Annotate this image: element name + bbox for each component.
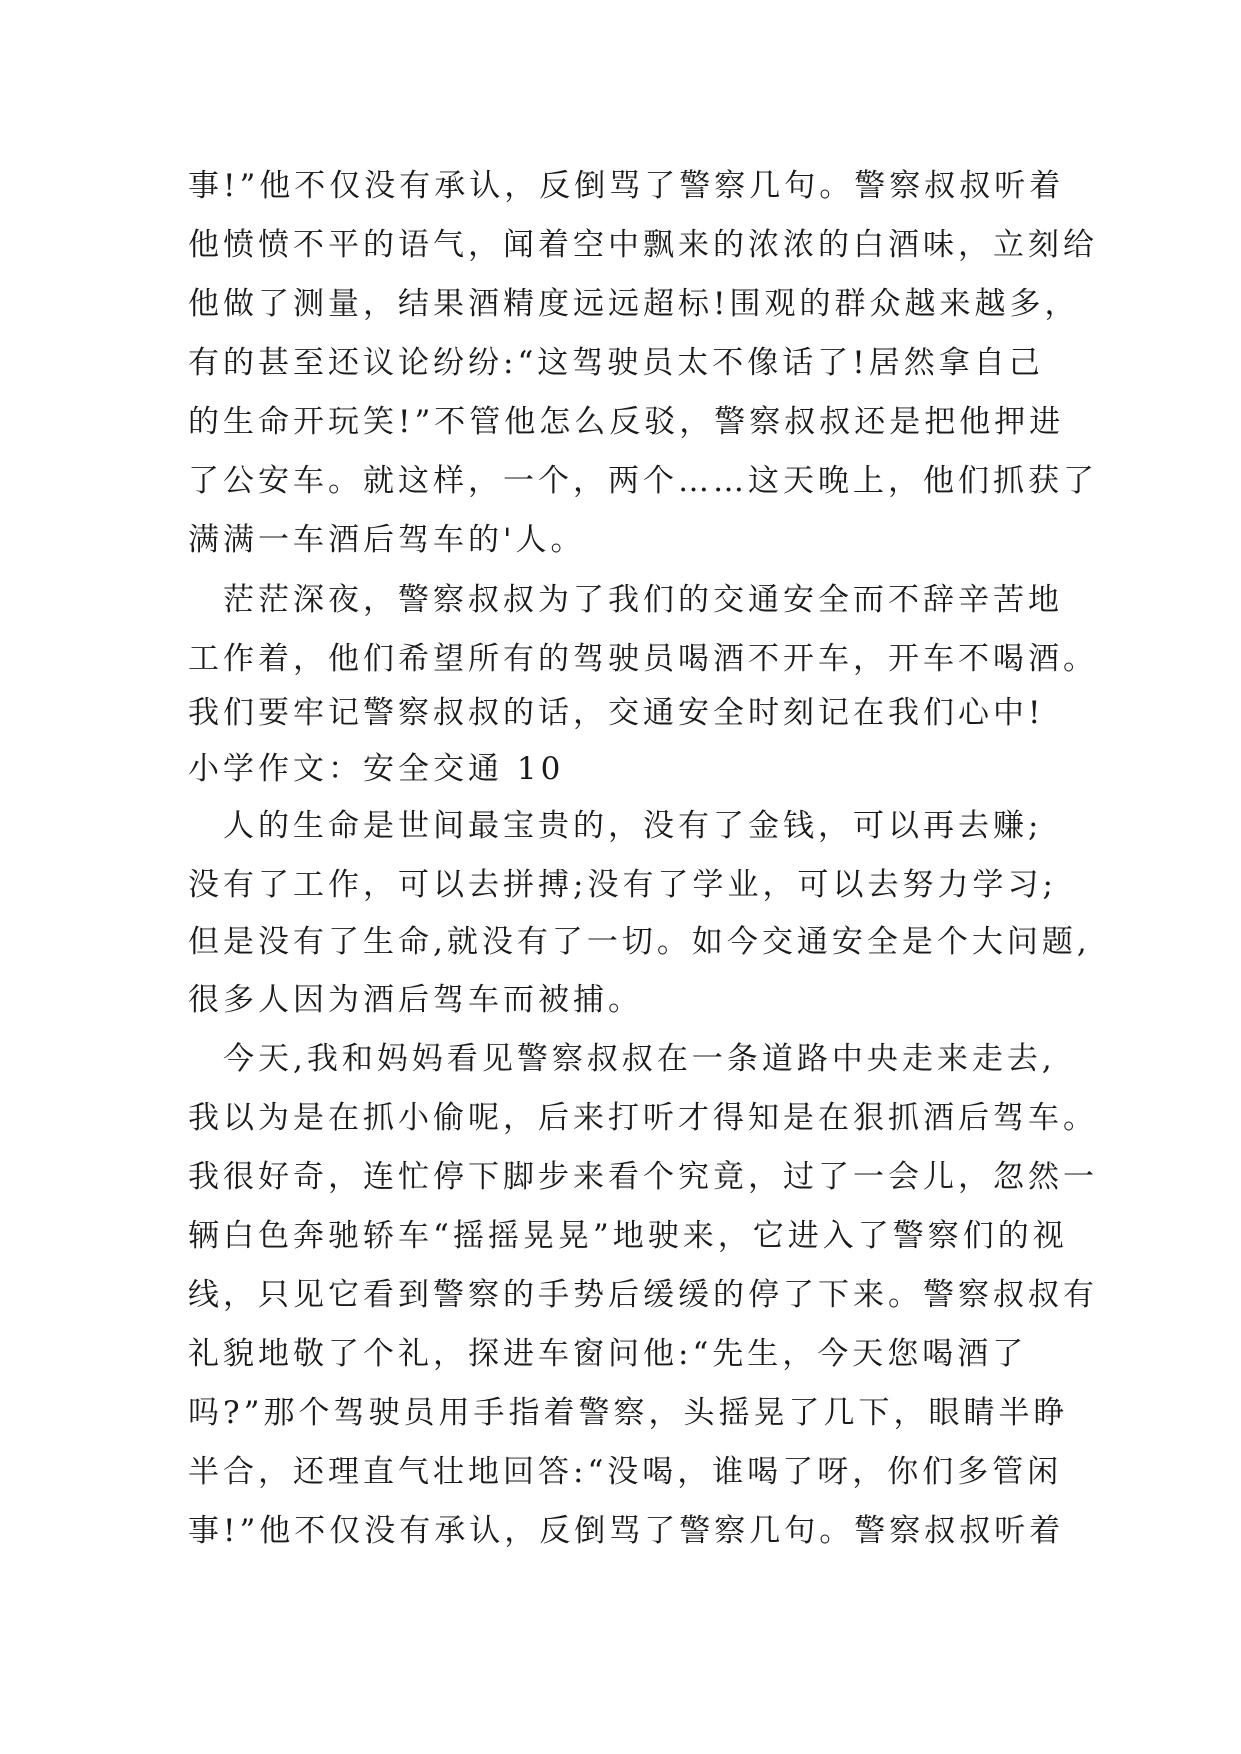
text-line: 礼貌地敬了个礼，探进车窗问他:“先生，今天您喝酒了 bbox=[188, 1336, 1028, 1372]
text-line: 的生命开玩笑!”不管他怎么反驳，警察叔叔还是把他押进 bbox=[188, 404, 1065, 440]
text-line: 但是没有了生命,就没有了一切。如今交通安全是个大问题, bbox=[188, 924, 1091, 960]
text-line: 他做了测量，结果酒精度远远超标!围观的群众越来越多， bbox=[188, 286, 1080, 322]
text-line: 我以为是在抓小偷呢，后来打听才得知是在狠抓酒后驾车。 bbox=[188, 1100, 1098, 1136]
text-line: 我很好奇，连忙停下脚步来看个究竟，过了一会儿，忽然一 bbox=[188, 1159, 1098, 1195]
text-line: 吗?”那个驾驶员用手指着警察，头摇晃了几下，眼睛半睁 bbox=[188, 1395, 1069, 1431]
text-line: 今天,我和妈妈看见警察叔叔在一条道路中央走来走去, bbox=[188, 1041, 1056, 1077]
text-line: 茫茫深夜，警察叔叔为了我们的交通安全而不辞辛苦地 bbox=[188, 582, 1063, 618]
text-line: 工作着，他们希望所有的驾驶员喝酒不开车，开车不喝酒。 bbox=[188, 641, 1098, 677]
text-line: 没有了工作，可以去拼搏;没有了学业，可以去努力学习; bbox=[188, 867, 1057, 903]
text-line: 了公安车。就这样，一个，两个……这天晚上，他们抓获了 bbox=[188, 463, 1098, 499]
text-line: 有的甚至还议论纷纷:“这驾驶员太不像话了!居然拿自己 bbox=[188, 345, 1044, 381]
text-line: 事!”他不仅没有承认，反倒骂了警察几句。警察叔叔听着 bbox=[188, 1513, 1065, 1549]
section-heading: 小学作文：安全交通 10 bbox=[188, 751, 565, 787]
text-line: 人的生命是世间最宝贵的，没有了金钱，可以再去赚; bbox=[188, 808, 1043, 844]
text-line: 事!”他不仅没有承认，反倒骂了警察几句。警察叔叔听着 bbox=[188, 168, 1065, 204]
text-line: 很多人因为酒后驾车而被捕。 bbox=[188, 982, 643, 1018]
text-line: 线，只见它看到警察的手势后缓缓的停了下来。警察叔叔有 bbox=[188, 1277, 1098, 1313]
text-line: 满满一车酒后驾车的'人。 bbox=[188, 522, 586, 558]
text-line: 我们要牢记警察叔叔的话，交通安全时刻记在我们心中! bbox=[188, 695, 1045, 731]
text-line: 辆白色奔驰轿车“摇摇晃晃”地驶来，它进入了警察们的视 bbox=[188, 1218, 1068, 1254]
text-line: 半合，还理直气壮地回答:“没喝，谁喝了呀，你们多管闲 bbox=[188, 1454, 1063, 1490]
text-line: 他愤愤不平的语气，闻着空中飘来的浓浓的白酒味，立刻给 bbox=[188, 227, 1098, 263]
